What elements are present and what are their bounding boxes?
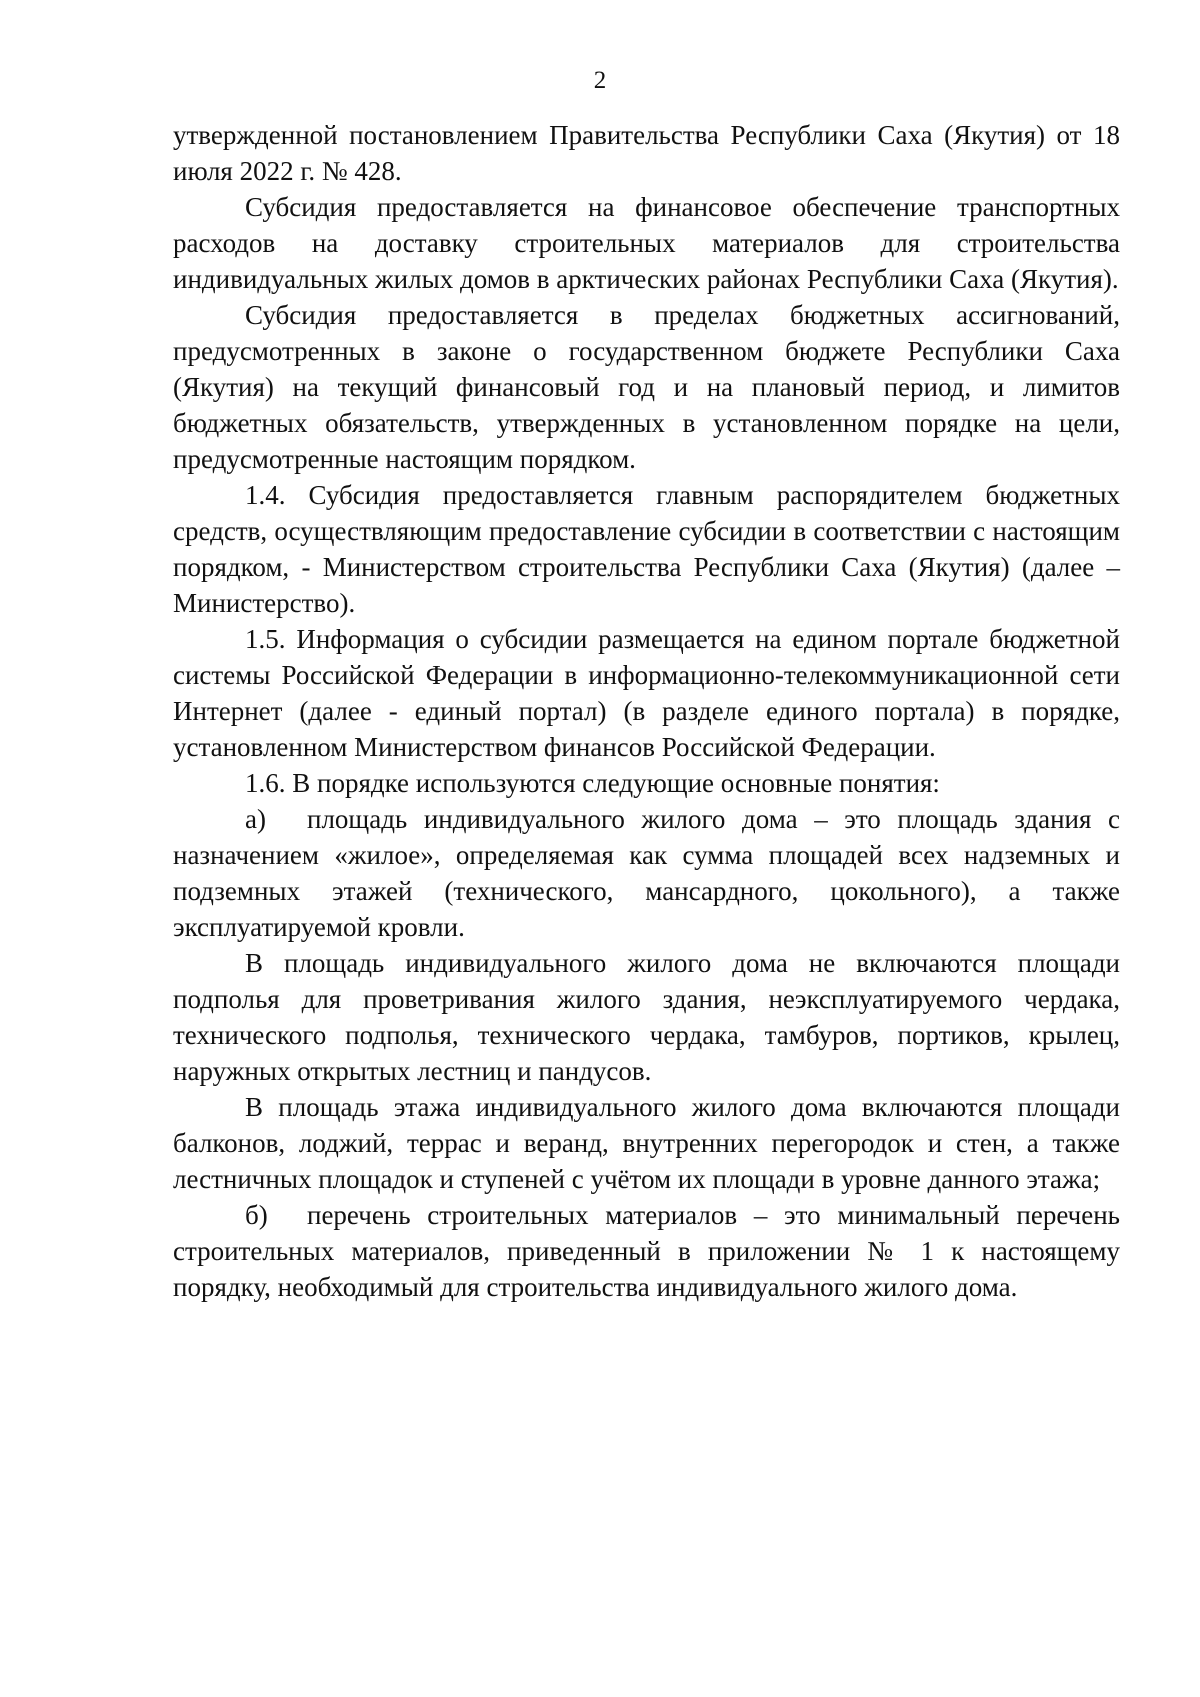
paragraph-text: 1.5. Информация о субсидии размещается на едином портале бюджетной системы Российской Федерации в информационно-телекоммуникационной сети Интернет (далее - единый портал) (в разделе единого портала) в порядке, установленном Министерством финансов Российской Федерации.: [173, 624, 1120, 762]
document-body: [173, 117, 1120, 1305]
paragraph-text: Субсидия предоставляется в пределах бюджетных ассигнований, предусмотренных в законе о государственном бюджете Республики Саха (Якутия) на текущий финансовый год и на плановый период, и лимитов бюджетных обязательств, утвержденных в установленном порядке на цели, предусмотренные настоящим порядком.: [173, 300, 1120, 474]
paragraph: [173, 297, 1120, 477]
list-item-b: [173, 1197, 1120, 1305]
list-marker: а): [245, 804, 266, 834]
paragraph-text: Субсидия предоставляется на финансовое обеспечение транспортных расходов на доставку строительных материалов для строительства индивидуальных жилых домов в арктических районах Республики Саха (Якутия).: [173, 192, 1120, 294]
paragraph-text: В площадь этажа индивидуального жилого дома включаются площади балконов, лоджий, террас и веранд, внутренних перегородок и стен, а также лестничных площадок и ступеней с учётом их площади в уровне данного этажа;: [173, 1092, 1120, 1194]
paragraph: [173, 1089, 1120, 1197]
paragraph-text: В площадь индивидуального жилого дома не включаются площади подполья для проветривания жилого здания, неэксплуатируемого чердака, технического подполья, технического чердака, тамбуров, портиков, крылец, наружных открытых лестниц и пандусов.: [173, 948, 1120, 1086]
paragraph-text: площадь индивидуального жилого дома – это площадь здания с назначением «жилое», определяемая как сумма площадей всех надземных и подземных этажей (технического, мансардного, цокольного), а также эксплуатируемой кровли.: [173, 804, 1120, 942]
paragraph: [173, 945, 1120, 1089]
paragraph-text: 1.6. В порядке используются следующие основные понятия:: [245, 768, 940, 798]
paragraph: [173, 189, 1120, 297]
paragraph-1-5: [173, 621, 1120, 765]
paragraph-1-4: [173, 477, 1120, 621]
paragraph: [173, 117, 1120, 189]
list-item-a: [173, 801, 1120, 945]
paragraph-text: утвержденной постановлением Правительства Республики Саха (Якутия) от 18 июля 2022 г. № 428.: [173, 120, 1120, 186]
paragraph-text: 1.4. Субсидия предоставляется главным распорядителем бюджетных средств, осуществляющим предоставление субсидии в соответствии с настоящим порядком, - Министерством строительства Республики Саха (Якутия) (далее – Министерство).: [173, 480, 1120, 618]
list-marker: б): [245, 1200, 268, 1230]
paragraph-1-6: [173, 765, 1120, 801]
paragraph-text: перечень строительных материалов – это минимальный перечень строительных материалов, приведенный в приложении № 1 к настоящему порядку, необходимый для строительства индивидуального жилого дома.: [173, 1200, 1120, 1302]
page-number: 2: [593, 67, 607, 94]
